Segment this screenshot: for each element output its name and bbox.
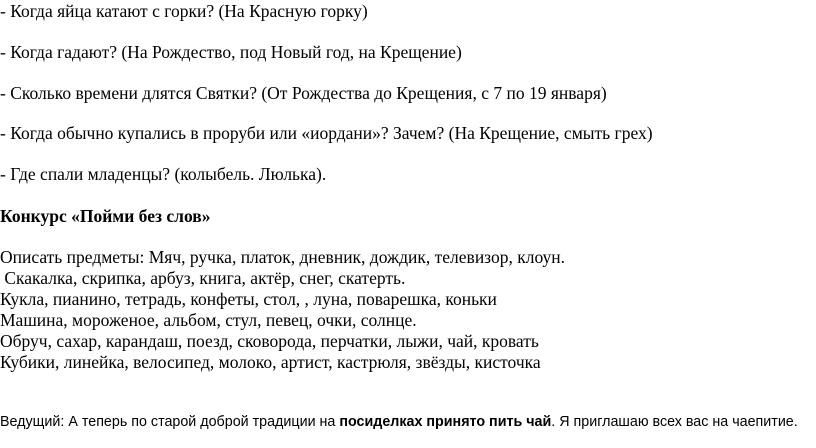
question-line-3: - Сколько времени длятся Святки? (От Рождества до Крещения, с 7 по 19 января) xyxy=(0,83,607,103)
closing-text-2: . Я приглашаю всех вас на чаепитие. xyxy=(551,414,798,430)
closing-text-bold: посиделках принято пить чай xyxy=(339,414,552,430)
question-line-2: - Когда гадают? (На Рождество, под Новый год, на Крещение) xyxy=(0,42,462,62)
item-line-2: Скакалка, скрипка, арбуз, книга, актёр, снег, скатерть. xyxy=(0,268,406,288)
contest-title: Конкурс «Пойми без слов» xyxy=(0,206,211,226)
item-line-3: Кукла, пианино, тетрадь, конфеты, стол, , луна, поварешка, коньки xyxy=(0,289,497,309)
item-line-6: Кубики, линейка, велосипед, молоко, артист, кастрюля, звёзды, кисточка xyxy=(0,352,541,372)
item-line-1: Описать предметы: Мяч, ручка, платок, дневник, дождик, телевизор, клоун. xyxy=(0,247,566,267)
item-line-4: Машина, мороженое, альбом, стул, певец, очки, солнце. xyxy=(0,310,417,330)
question-line-5: - Где спали младенцы? (колыбель. Люлька). xyxy=(0,164,327,184)
question-line-1: - Когда яйца катают с горки? (На Красную горку) xyxy=(0,1,368,21)
closing-text-1: Ведущий: А теперь по старой доброй традиции на xyxy=(0,414,340,430)
closing-paragraph xyxy=(0,412,798,432)
item-line-5: Обруч, сахар, карандаш, поезд, сковорода, перчатки, лыжи, чай, кровать xyxy=(0,331,539,351)
question-line-4: - Когда обычно купались в проруби или «иордани»? Зачем? (На Крещение, смыть грех) xyxy=(0,123,653,143)
